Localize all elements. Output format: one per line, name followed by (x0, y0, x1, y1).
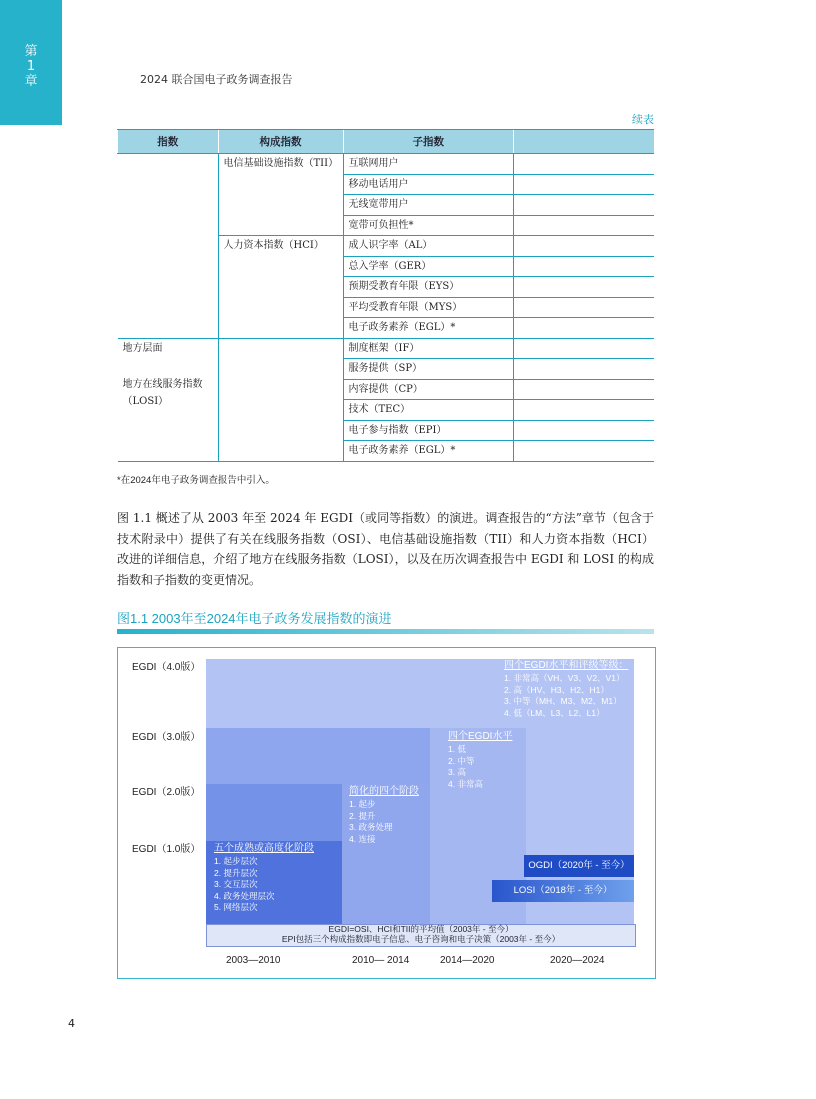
block-four-stages-head: 简化的四个阶段 (349, 786, 419, 797)
block-levels-ratings-head: 四个EGDI水平和评级等级： (504, 660, 629, 671)
subindex-cell: 宽带可负担性* (343, 215, 514, 236)
subindex-cell: 移动电话用户 (343, 174, 514, 195)
stage-item: 5. 网络层次 (214, 902, 258, 912)
subindex-cell: 电子政务素养（EGL）* (343, 318, 514, 339)
rating-item: 1. 非常高（VH、V3、V2、V1） (504, 673, 625, 683)
blank-cell (514, 174, 655, 195)
header-component: 构成指数 (218, 130, 343, 154)
level-label-2: EGDI（2.0版） (132, 787, 201, 798)
chapter-tab-char: 章 (24, 74, 38, 89)
stage-item: 3. 政务处理 (349, 822, 393, 832)
header-index: 指数 (118, 130, 219, 154)
subindex-cell: 技术（TEC） (343, 400, 514, 421)
index-table (117, 129, 654, 462)
level-item: 3. 高 (448, 767, 466, 777)
egdi-definition-line: EGDI=OSI、HCI和TII的平均值（2003年 - 至今） (328, 924, 514, 934)
blank-cell (514, 441, 655, 462)
figure-diagram (117, 647, 656, 979)
block-five-stages-head: 五个成熟或高度化阶段 (214, 843, 314, 854)
header-subindex: 子指数 (343, 130, 514, 154)
period-label: 2014—2020 (440, 955, 495, 966)
block-four-levels (448, 730, 512, 790)
block-four-levels-head: 四个EGDI水平 (448, 731, 513, 742)
chapter-tab-char: 第 (24, 44, 38, 59)
continued-label: 续表 (632, 113, 654, 126)
subindex-cell: 制度框架（IF） (343, 338, 514, 359)
blank-cell (514, 215, 655, 236)
epi-definition-line: EPI包括三个构成指数即电子信息、电子咨询和电子决策（2003年 - 至今） (281, 933, 561, 944)
blank-cell (514, 297, 655, 318)
stage-item: 2. 提升 (349, 810, 376, 821)
table-header-row (118, 130, 655, 154)
stage-item: 2. 提升层次 (214, 867, 258, 878)
local-level-label: 地方层面 (122, 342, 163, 354)
subindex-cell: 服务提供（SP） (343, 359, 514, 380)
blank-cell (514, 318, 655, 339)
level-item: 2. 中等 (448, 755, 475, 766)
body-paragraph: 图 1.1 概述了从 2003 年至 2024 年 EGDI（或同等指数）的演进。调查报告的“方法”章节（包含于技术附录中）提供了有关在线服务指数（OSI）、电信基础设施指数（TII）和人力资本指数（HCI）改进的详细信息，介绍了地方在线服务指数（LOSI），以及在历次调查报告中 EGDI 和 LOSI 的构成指数和子指数的变更情况。 (117, 511, 654, 587)
blank-cell (514, 236, 655, 257)
subindex-cell: 电子参与指数（EPI） (343, 420, 514, 441)
subindex-cell: 内容提供（CP） (343, 379, 514, 400)
level-label-3: EGDI（3.0版） (132, 732, 201, 743)
subindex-cell: 互联网用户 (343, 154, 514, 175)
block-five-stages (214, 842, 314, 914)
figure-title-rule (117, 629, 654, 634)
subindex-cell: 总入学率（GER） (343, 256, 514, 277)
figure-title: 图1.1 2003年至2024年电子政务发展指数的演进 (117, 611, 392, 626)
index-cell (118, 154, 219, 339)
blank-cell (514, 359, 655, 380)
period-label: 2003—2010 (226, 955, 281, 966)
blank-cell (514, 154, 655, 175)
losi-badge: LOSI（2018年 - 至今） (492, 880, 634, 902)
period-label: 2010— 2014 (352, 955, 410, 966)
index-cell-local (118, 338, 219, 461)
stage-item: 4. 政务处理层次 (214, 890, 275, 901)
level-label-1: EGDI（1.0版） (132, 844, 201, 855)
blank-cell (514, 195, 655, 216)
block-levels-ratings (504, 659, 628, 719)
period-label: 2020—2024 (550, 955, 605, 966)
subindex-cell: 成人识字率（AL） (343, 236, 514, 257)
stage-item: 3. 交互层次 (214, 879, 258, 889)
table-note: *在2024年电子政务调查报告中引入。 (117, 475, 275, 486)
level-label-4: EGDI（4.0版） (132, 662, 201, 673)
component-cell (218, 338, 343, 461)
rating-item: 4. 低（LM、L3、L2、L1） (504, 707, 605, 718)
header-blank (514, 130, 655, 154)
chapter-tab (0, 0, 62, 125)
chapter-tab-char: 1 (26, 59, 36, 74)
level-item: 4. 非常高 (448, 778, 483, 789)
blank-cell (514, 277, 655, 298)
component-cell: 人力资本指数（HCI） (218, 236, 343, 339)
blank-cell (514, 379, 655, 400)
blank-cell (514, 256, 655, 277)
component-cell: 电信基础设施指数（TII） (218, 154, 343, 236)
page-number: 4 (68, 1017, 75, 1030)
egdi-definition-bar (206, 924, 636, 947)
level-item: 1. 低 (448, 744, 466, 754)
rating-item: 2. 高（HV、H3、H2、H1） (504, 684, 609, 695)
blank-cell (514, 400, 655, 421)
ogdi-badge: OGDI（2020年 - 至今） (524, 855, 634, 877)
block-four-stages (349, 785, 419, 845)
subindex-cell: 平均受教育年限（MYS） (343, 297, 514, 318)
subindex-cell: 无线宽带用户 (343, 195, 514, 216)
stage-item: 1. 起步层次 (214, 856, 258, 866)
blank-cell (514, 420, 655, 441)
blank-cell (514, 338, 655, 359)
stage-item: 4. 连接 (349, 833, 376, 844)
table-row (118, 338, 655, 359)
running-header: 2024 联合国电子政务调查报告 (140, 73, 293, 86)
subindex-cell: 电子政务素养（EGL）* (343, 441, 514, 462)
losi-label: 地方在线服务指数（LOSI） (122, 378, 203, 407)
table-row (118, 154, 655, 175)
rating-item: 3. 中等（MH、M3、M2、M1） (504, 696, 622, 706)
subindex-cell: 预期受教育年限（EYS） (343, 277, 514, 298)
stage-item: 1. 起步 (349, 799, 376, 809)
